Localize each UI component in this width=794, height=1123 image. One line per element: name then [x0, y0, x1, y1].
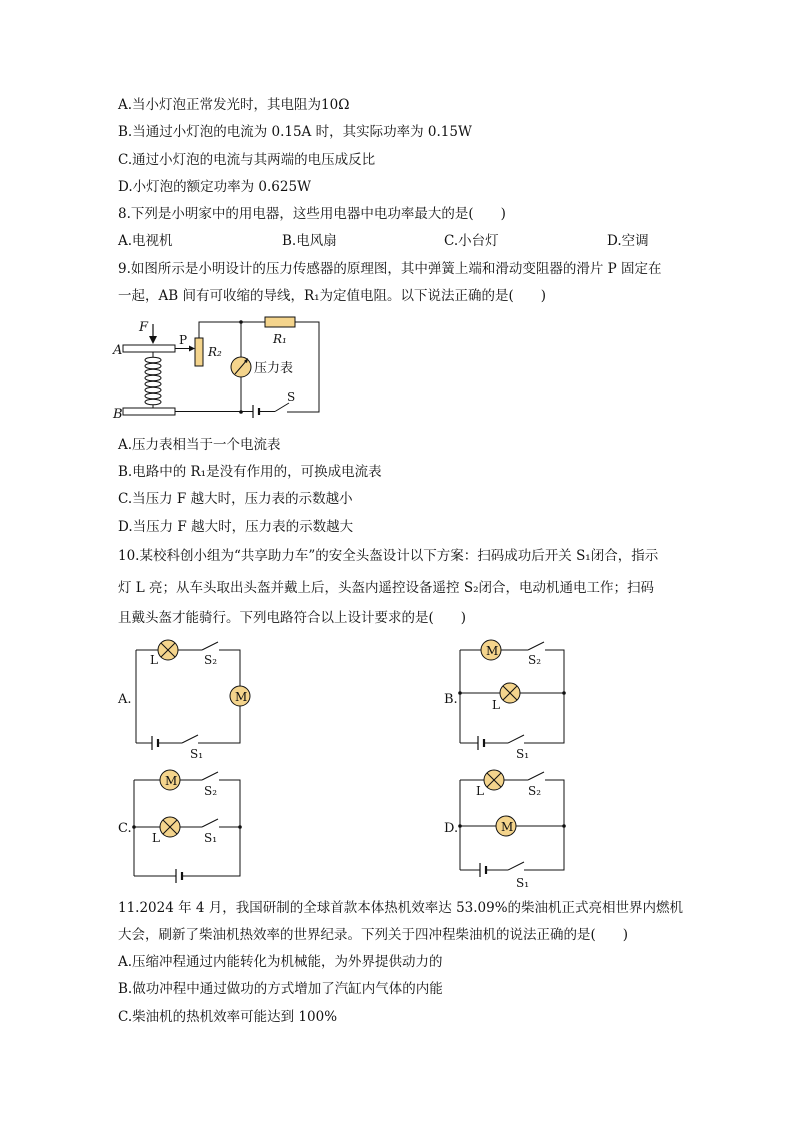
- q10b-s1-label: S₁: [516, 747, 530, 761]
- q10c-s1-label: S₁: [204, 831, 218, 845]
- q9-option-c: C.当压力 F 越大时，压力表的示数越小: [118, 491, 353, 507]
- q9-option-d: D.当压力 F 越大时，压力表的示数越大: [118, 519, 354, 535]
- q9-label-r1: R₁: [273, 332, 287, 346]
- q9-label-a: A: [113, 343, 123, 358]
- q9-option-a: A.压力表相当于一个电流表: [118, 437, 281, 453]
- q9-stem-line1: 9.如图所示是小明设计的压力传感器的原理图，其中弹簧上端和滑动变阻器的滑片 P 固定在: [118, 261, 662, 277]
- q10a-lamp-label: L: [150, 653, 158, 667]
- q10b-motor-label: M: [486, 644, 499, 658]
- q9-label-pressure-meter: 压力表: [254, 361, 294, 376]
- q10-option-a-label: A.: [118, 692, 132, 707]
- q10c-motor-label: M: [165, 774, 178, 788]
- q10d-lamp-label: L: [476, 784, 484, 798]
- q10d-s2-label: S₂: [528, 784, 542, 798]
- q8-option-b: B.电风扇: [282, 233, 337, 249]
- q7-option-c: C.通过小灯泡的电流与其两端的电压成反比: [118, 152, 376, 168]
- q10a-s1-label: S₁: [190, 747, 204, 761]
- q7-option-a: A.当小灯泡正常发光时，其电阻为10Ω: [118, 97, 350, 113]
- q10-stem-line1: 10.某校科创小组为“共享助力车”的安全头盔设计以下方案：扫码成功后开关 S₁闭合，指示: [118, 548, 659, 564]
- q10-circuit-d: [444, 766, 574, 890]
- q9-label-b: B: [113, 407, 123, 422]
- q9-pressure-sensor-diagram: [115, 312, 330, 424]
- q8-option-c: C.小台灯: [444, 233, 499, 249]
- q10-option-d-label: D.: [444, 821, 459, 836]
- q10-option-c-label: C.: [118, 821, 132, 836]
- q11-option-c: C.柴油机的热机效率可能达到 100%: [118, 1009, 338, 1025]
- q10-stem-line3: 且戴头盔才能骑行。下列电路符合以上设计要求的是( ): [118, 610, 467, 626]
- q7-option-b: B.当通过小灯泡的电流为 0.15A 时，其实际功率为 0.15W: [118, 124, 472, 140]
- q10c-lamp-label: L: [152, 831, 160, 845]
- q8-option-d: D.空调: [607, 233, 649, 249]
- q9-label-r2: R₂: [208, 345, 222, 359]
- q7-option-d: D.小灯泡的额定功率为 0.625W: [118, 179, 311, 195]
- q11-stem-line1: 11.2024 年 4 月，我国研制的全球首款本体热机效率达 53.09%的柴油机正式亮相世界内燃机: [118, 900, 684, 916]
- q10-circuit-c: [118, 766, 268, 890]
- q9-option-b: B.电路中的 R₁是没有作用的，可换成电流表: [118, 464, 382, 480]
- q10a-motor-label: M: [235, 690, 248, 704]
- q9-label-f: F: [139, 320, 149, 335]
- q11-stem-line2: 大会，刷新了柴油机热效率的世界纪录。下列关于四冲程柴油机的说法正确的是( ): [118, 927, 629, 943]
- q9-stem-line2: 一起，AB 间有可收缩的导线，R₁为定值电阻。以下说法正确的是( ): [118, 288, 547, 304]
- q10b-lamp-label: L: [492, 698, 500, 712]
- q10-stem-line2: 灯 L 亮；从车头取出头盔并戴上后，头盔内遥控设备遥控 S₂闭合，电动机通电工作；扫码: [118, 580, 654, 596]
- q11-option-b: B.做功冲程中通过做功的方式增加了汽缸内气体的内能: [118, 981, 443, 997]
- q8-option-a: A.电视机: [118, 233, 173, 249]
- q10a-s2-label: S₂: [204, 653, 218, 667]
- q10b-s2-label: S₂: [528, 653, 542, 667]
- q10-option-b-label: B.: [444, 692, 458, 707]
- q10c-s2-label: S₂: [204, 784, 218, 798]
- q10d-motor-label: M: [501, 820, 514, 834]
- q10-circuit-b: [444, 638, 574, 760]
- q9-label-s: S: [287, 390, 296, 404]
- q10d-s1-label: S₁: [516, 876, 530, 890]
- q10-circuit-a: [118, 638, 268, 760]
- q11-option-a: A.压缩冲程通过内能转化为机械能，为外界提供动力的: [118, 954, 443, 970]
- q8-stem: 8.下列是小明家中的用电器，这些用电器中电功率最大的是( ): [118, 206, 506, 222]
- q9-label-p: P: [179, 333, 188, 347]
